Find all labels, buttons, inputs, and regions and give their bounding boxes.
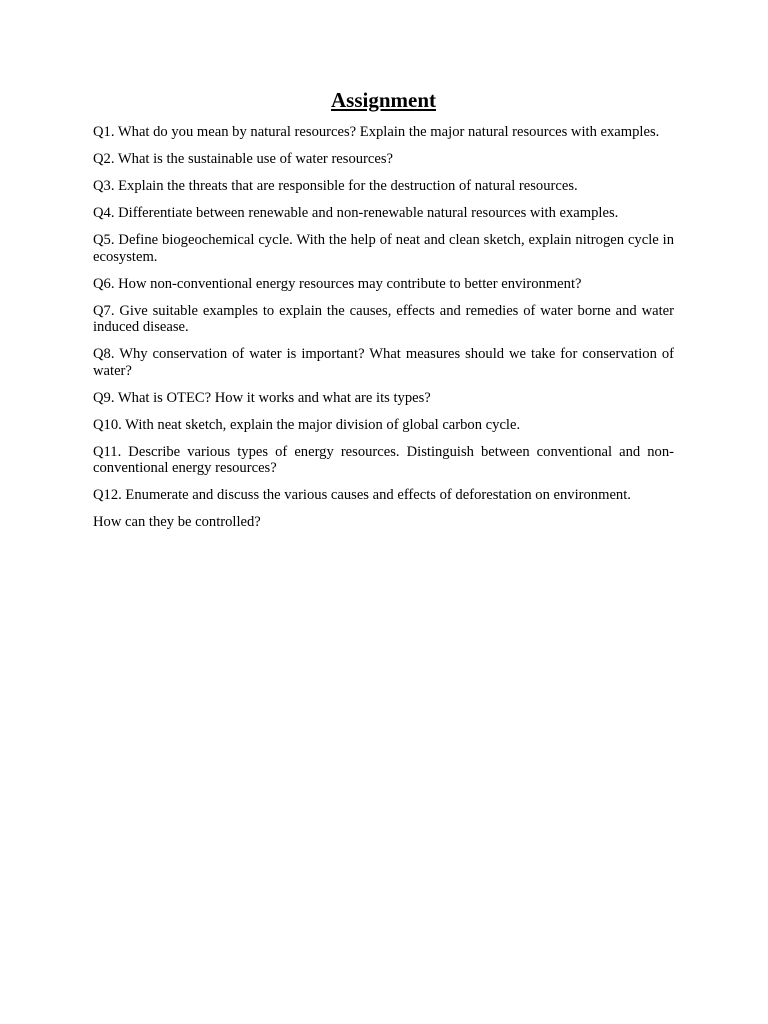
question-2: Q2. What is the sustainable use of water resources? — [93, 151, 394, 167]
question-11: Q11. Describe various types of energy resources. Distinguish between conventional and non-conventional energy resources? — [93, 443, 674, 476]
question-3: Q3. Explain the threats that are responsible for the destruction of natural resources. — [93, 178, 578, 194]
page-title: Assignment — [330, 88, 436, 112]
document-page — [93, 86, 674, 541]
question-8: Q8. Why conservation of water is important? What measures should we take for conservation of water? — [93, 346, 674, 379]
question-9: Q9. What is OTEC? How it works and what are its types? — [93, 389, 431, 406]
question-10: Q10. With neat sketch, explain the major division of global carbon cycle. — [93, 416, 521, 433]
question-1: Q1. What do you mean by natural resources? Explain the major natural resources with examples. — [93, 124, 660, 140]
question-12: Q12. Enumerate and discuss the various causes and effects of deforestation on environment. — [93, 487, 631, 503]
question-12-continuation: How can they be controlled? — [93, 514, 261, 530]
question-5: Q5. Define biogeochemical cycle. With the help of neat and clean sketch, explain nitrogen cycle in ecosystem. — [93, 232, 674, 265]
question-4: Q4. Differentiate between renewable and non-renewable natural resources with examples. — [93, 205, 619, 221]
question-6: Q6. How non-conventional energy resources may contribute to better environment? — [93, 275, 582, 292]
question-7: Q7. Give suitable examples to explain the causes, effects and remedies of water borne and water induced disease. — [93, 302, 674, 335]
